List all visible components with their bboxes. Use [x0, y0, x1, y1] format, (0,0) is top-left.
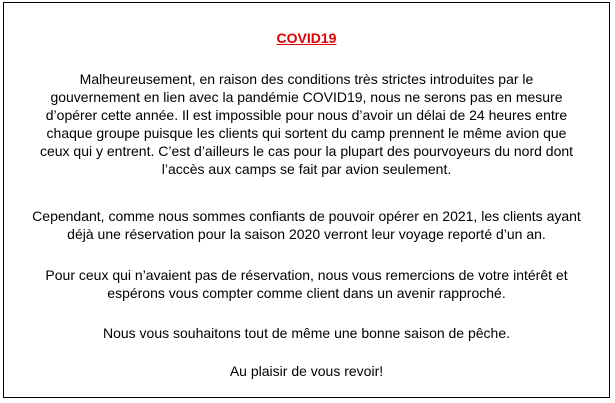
- text-line: d’opérer cette année. Il est impossible pour nous d’avoir un délai de 24 heures entre: [45, 107, 568, 123]
- notice-paragraph-wishes: [14, 324, 599, 342]
- notice-paragraph-farewell: [14, 362, 599, 380]
- text-line: Malheureusement, en raison des conditions très strictes introduites par le: [79, 71, 534, 87]
- text-line: Au plaisir de vous revoir!: [229, 363, 384, 379]
- text-line: gouvernement en lien avec la pandémie COVID19, nous ne serons pas en mesure: [50, 89, 563, 105]
- text-line: Cependant, comme nous sommes confiants de pouvoir opérer en 2021, les clients ayant: [32, 208, 581, 224]
- covid-notice-box: [3, 2, 610, 398]
- text-line: chaque groupe puisque les clients qui sortent du camp prennent le même avion que: [46, 125, 567, 141]
- text-line: espérons vous compter comme client dans un avenir rapproché.: [107, 285, 506, 301]
- text-line: déjà une réservation pour la saison 2020 verront leur voyage reporté d’un an.: [67, 226, 546, 242]
- text-line: ceux qui y entrent. C’est d’ailleurs le cas pour la plupart des pourvoyeurs du nord dont: [39, 143, 574, 159]
- text-line: Pour ceux qui n’avaient pas de réservation, nous vous remercions de votre intérêt et: [45, 267, 568, 283]
- notice-paragraph-closure: [14, 70, 599, 178]
- text-line: l’accès aux camps se fait par avion seulement.: [161, 161, 452, 177]
- text-line: Nous vous souhaitons tout de même une bonne saison de pêche.: [102, 325, 511, 341]
- notice-paragraph-reservations: [14, 207, 599, 243]
- notice-title: COVID19: [276, 30, 337, 46]
- notice-paragraph-thanks: [14, 266, 599, 302]
